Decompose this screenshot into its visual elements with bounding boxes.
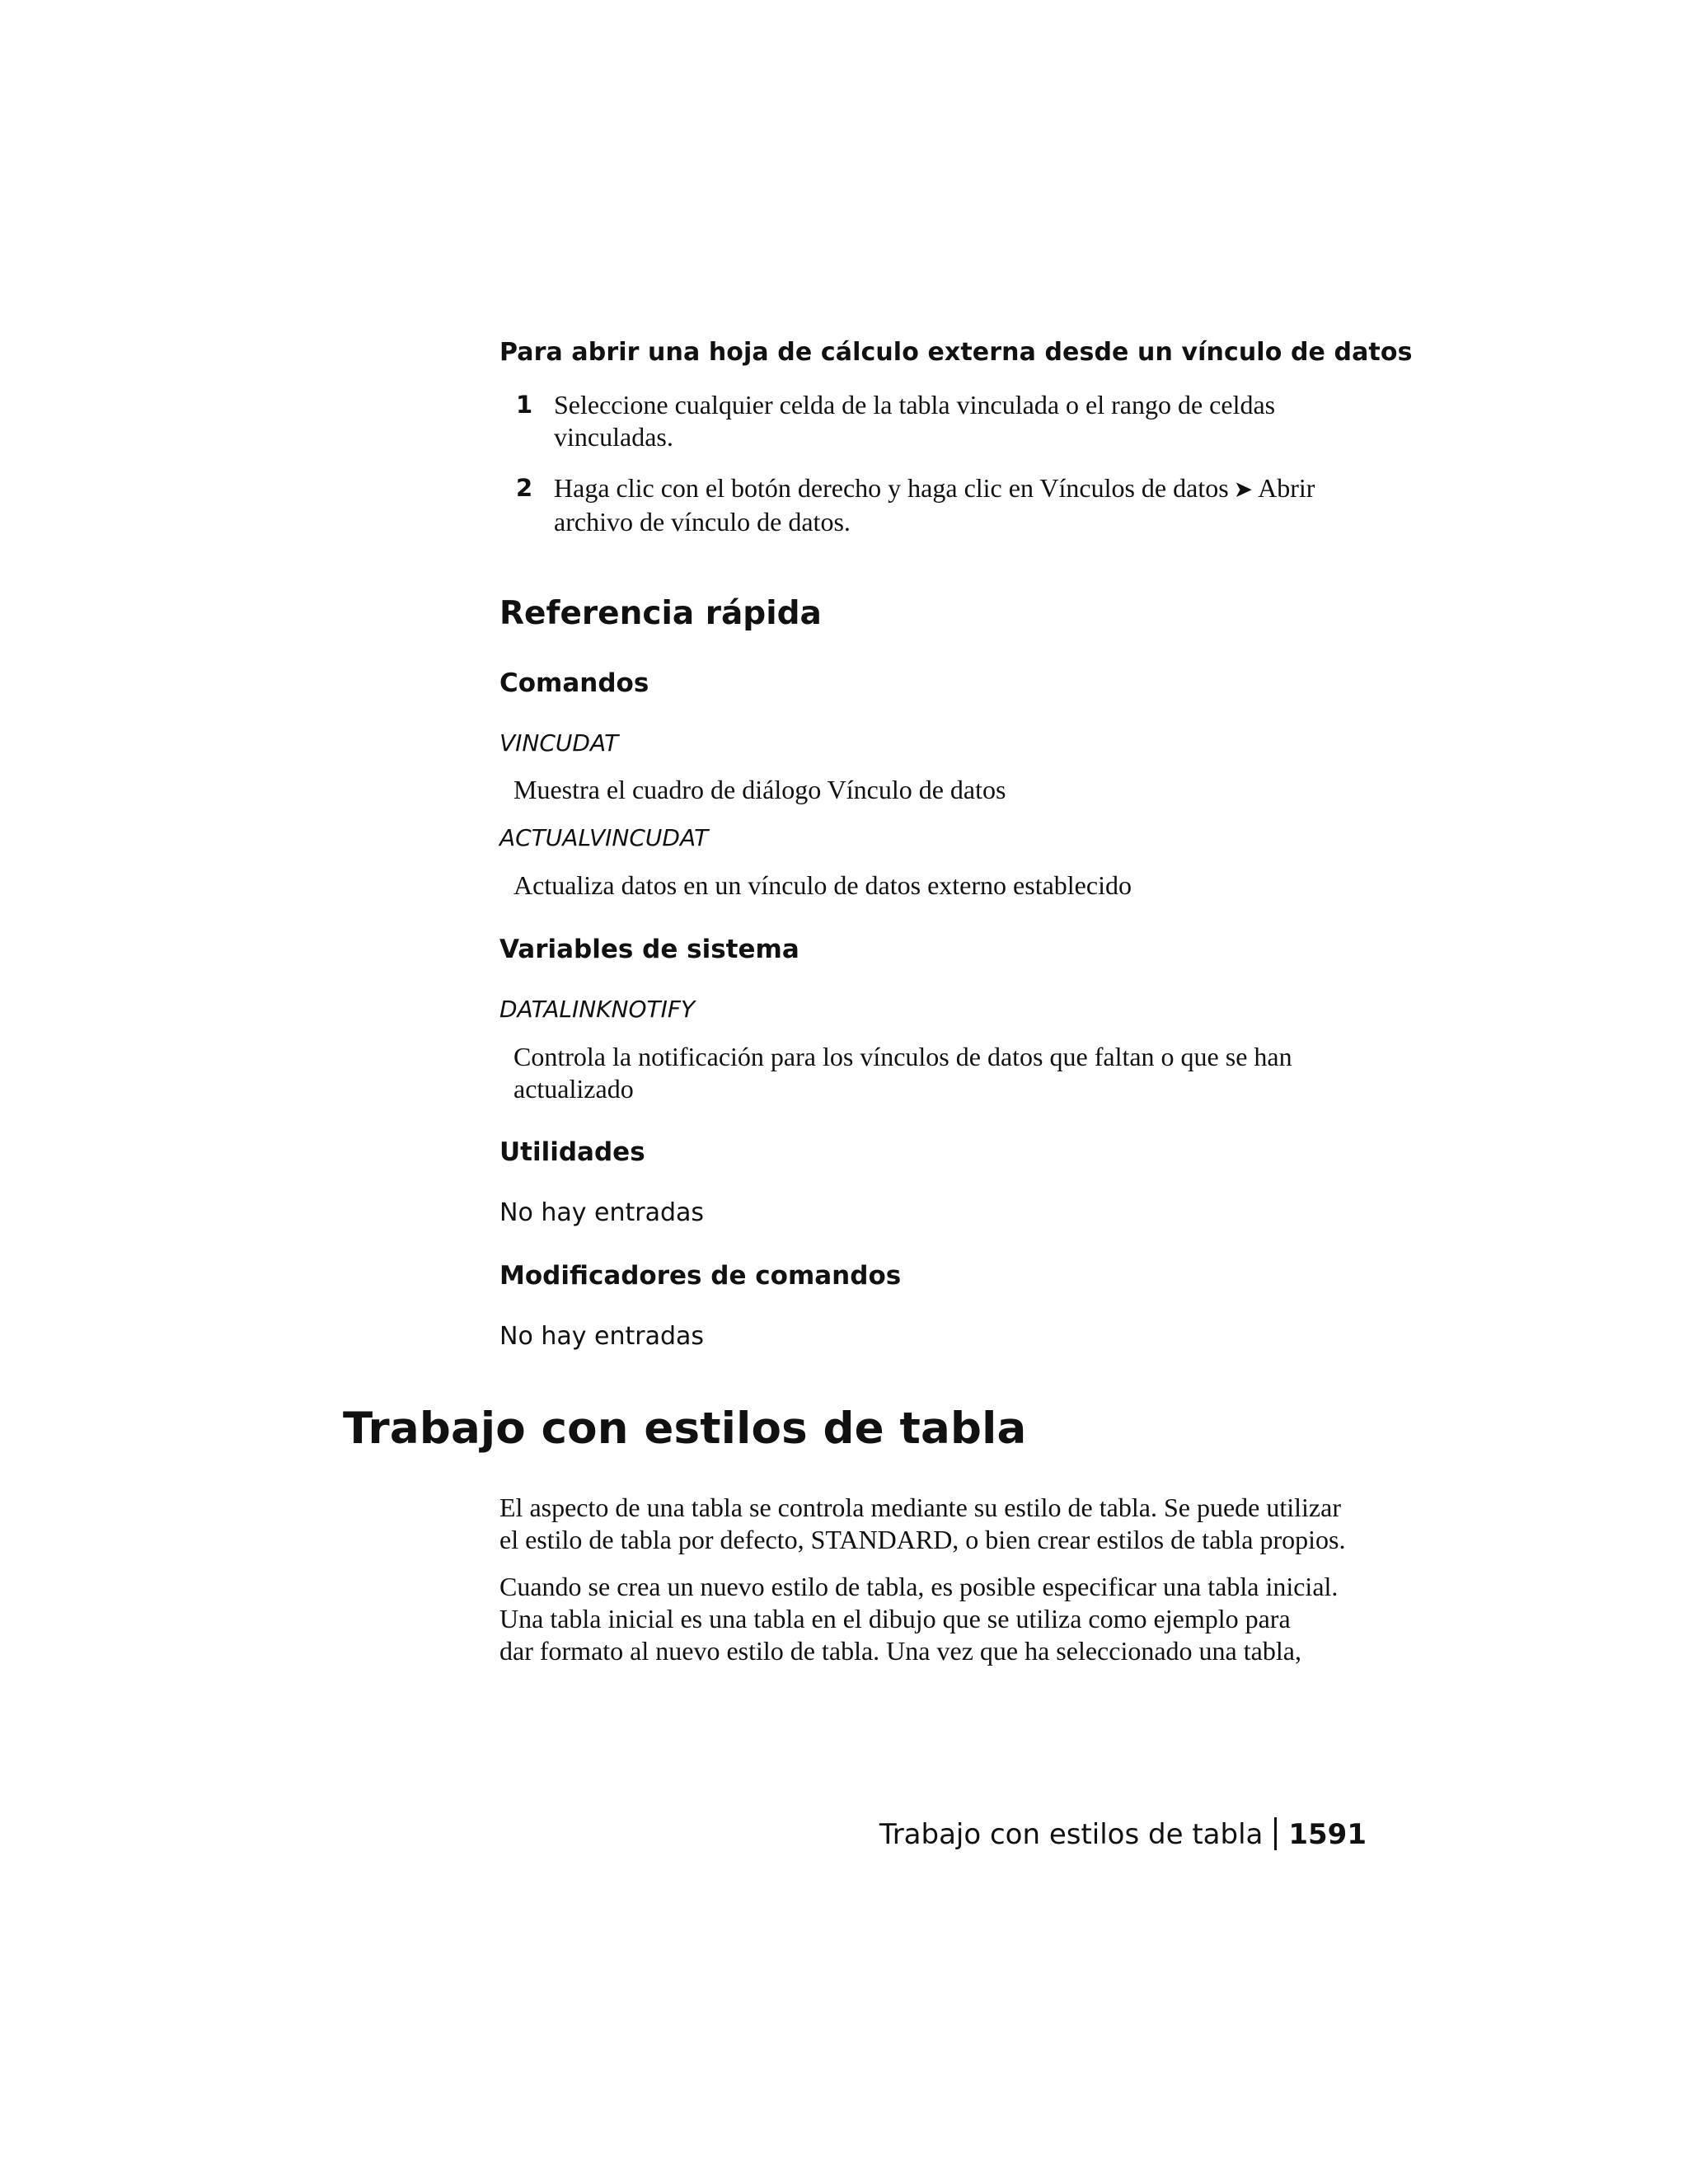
paragraph-line: Una tabla inicial es una tabla en el dibujo que se utiliza como ejemplo para bbox=[499, 1604, 1291, 1633]
command-description: Muestra el cuadro de diálogo Vínculo de datos bbox=[513, 775, 1006, 804]
footer-separator bbox=[1274, 1817, 1277, 1850]
paragraph-line: Cuando se crea un nuevo estilo de tabla, es posible especificar una tabla inicial. bbox=[499, 1572, 1339, 1601]
paragraph-line: el estilo de tabla por defecto, STANDARD, o bien crear estilos de tabla propios. bbox=[499, 1525, 1346, 1554]
menu-arrow-icon: ➤ bbox=[1233, 477, 1254, 503]
command-name: ACTUALVINCUDAT bbox=[499, 824, 709, 851]
step-text bbox=[554, 472, 1378, 538]
quick-reference-heading: Referencia rápida bbox=[499, 595, 822, 632]
command-modifiers-text: No hay entradas bbox=[499, 1322, 705, 1351]
footer-section-title: Trabajo con estilos de tabla bbox=[879, 1818, 1264, 1851]
command-description: Actualiza datos en un vínculo de datos externo establecido bbox=[513, 870, 1132, 900]
utilities-text: No hay entradas bbox=[499, 1198, 705, 1227]
command-name: VINCUDAT bbox=[499, 729, 619, 757]
paragraph-line: dar formato al nuevo estilo de tabla. Una vez que ha seleccionado una tabla, bbox=[499, 1636, 1301, 1666]
procedure-step-1 bbox=[499, 389, 1373, 455]
utilities-heading: Utilidades bbox=[499, 1137, 645, 1167]
step-text-line bbox=[554, 472, 1378, 506]
page-footer bbox=[879, 1817, 1367, 1851]
system-variable-name: DATALINKNOTIFY bbox=[499, 996, 696, 1023]
step-text bbox=[554, 389, 1378, 453]
step-text-segment: Abrir bbox=[1258, 473, 1315, 503]
body-paragraph bbox=[499, 1571, 1381, 1667]
page-number: 1591 bbox=[1288, 1818, 1367, 1851]
step-text-line: archivo de vínculo de datos. bbox=[554, 507, 851, 537]
description-line: actualizado bbox=[513, 1074, 634, 1104]
procedure-step-2 bbox=[499, 472, 1373, 538]
body-paragraph bbox=[499, 1492, 1381, 1556]
command-modifiers-heading: Modificadores de comandos bbox=[499, 1261, 902, 1291]
procedure-title: Para abrir una hoja de cálculo externa desde un vínculo de datos bbox=[499, 338, 1413, 367]
step-text-line: Seleccione cualquier celda de la tabla vinculada o el rango de celdas bbox=[554, 390, 1276, 419]
paragraph-line: El aspecto de una tabla se controla mediante su estilo de tabla. Se puede utilizar bbox=[499, 1493, 1341, 1522]
step-number: 1 bbox=[516, 391, 533, 419]
system-variable-description bbox=[513, 1041, 1379, 1105]
system-variables-heading: Variables de sistema bbox=[499, 935, 799, 964]
description-line: Controla la notificación para los vínculos de datos que faltan o que se han bbox=[513, 1042, 1292, 1071]
step-text-line: vinculadas. bbox=[554, 422, 673, 452]
step-number: 2 bbox=[516, 474, 533, 502]
commands-heading: Comandos bbox=[499, 668, 649, 698]
section-heading: Trabajo con estilos de tabla bbox=[343, 1404, 1027, 1454]
step-text-segment: Haga clic con el botón derecho y haga clic en Vínculos de datos bbox=[554, 473, 1229, 503]
